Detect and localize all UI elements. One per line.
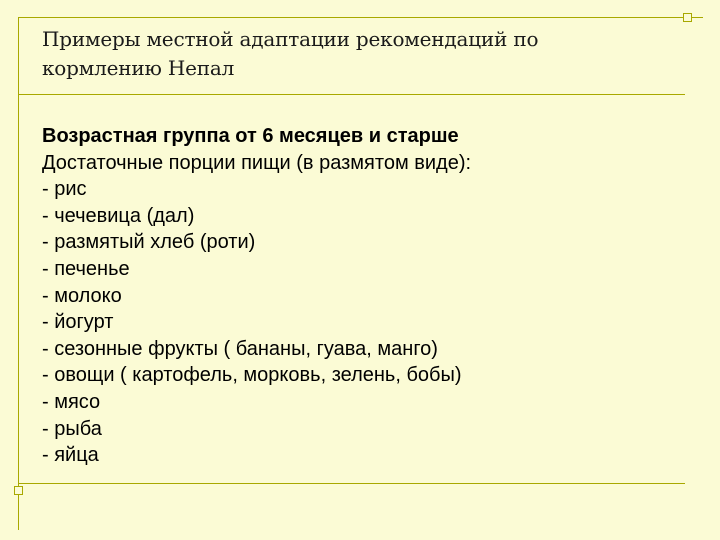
intro-text: Достаточные порции пищи (в размятом виде): — [42, 151, 472, 174]
list-item: - овощи ( картофель, морковь, зелень, бобы) — [42, 364, 462, 387]
title-divider-line — [18, 94, 685, 95]
list-item: - йогурт — [42, 311, 114, 334]
slide-body — [42, 123, 682, 469]
list-item: - чечевица (дал) — [42, 204, 195, 227]
corner-square-bottom-left — [14, 486, 23, 495]
list-item: - размятый хлеб (роти) — [42, 231, 256, 254]
frame-top-line — [18, 17, 703, 18]
slide-title: Примеры местной адаптации рекомендаций по кормлению Непал — [42, 27, 539, 80]
age-group-heading: Возрастная группа от 6 месяцев и старше — [42, 125, 459, 147]
list-item: - сезонные фрукты ( бананы, гуава, манго) — [42, 337, 438, 360]
list-item: - печенье — [42, 257, 130, 280]
food-list — [42, 176, 682, 469]
list-item: - яйца — [42, 444, 99, 467]
list-item: - молоко — [42, 284, 122, 307]
corner-square-top-right — [683, 13, 692, 22]
list-item: - рис — [42, 178, 87, 201]
frame-bottom-line — [18, 483, 685, 484]
list-item: - рыба — [42, 417, 102, 440]
list-item: - мясо — [42, 390, 101, 413]
